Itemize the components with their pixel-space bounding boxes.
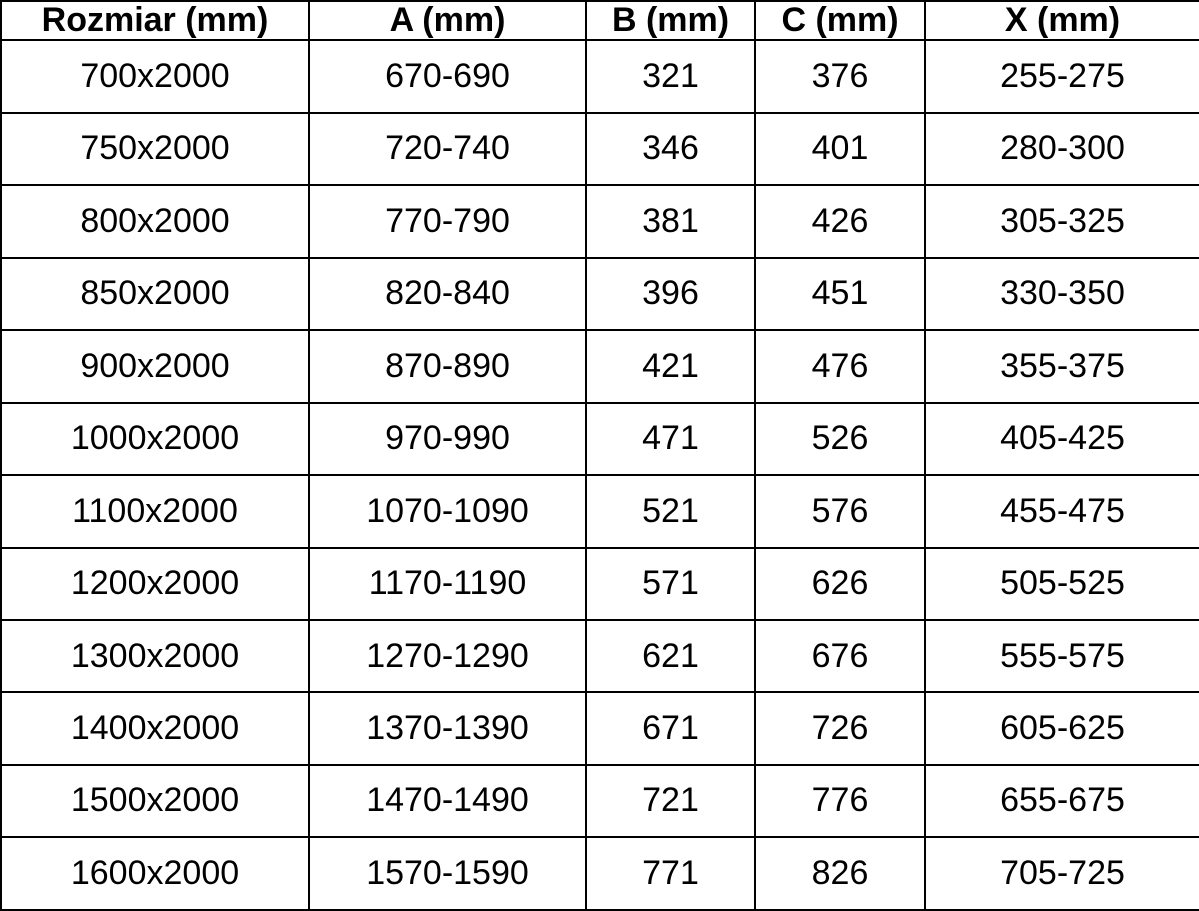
cell-b: 321: [586, 40, 755, 112]
cell-rozmiar: 800x2000: [1, 185, 309, 257]
cell-b: 471: [586, 403, 755, 475]
cell-x: 705-725: [925, 837, 1199, 910]
cell-b: 421: [586, 330, 755, 402]
cell-c: 376: [755, 40, 925, 112]
cell-c: 526: [755, 403, 925, 475]
cell-b: 721: [586, 765, 755, 837]
column-header-b: B (mm): [586, 1, 755, 40]
cell-b: 396: [586, 258, 755, 330]
cell-b: 346: [586, 113, 755, 185]
table-row: [1, 258, 1199, 330]
cell-x: 255-275: [925, 40, 1199, 112]
cell-x: 655-675: [925, 765, 1199, 837]
cell-a: 720-740: [309, 113, 586, 185]
cell-a: 770-790: [309, 185, 586, 257]
table-row: [1, 620, 1199, 692]
cell-c: 776: [755, 765, 925, 837]
cell-rozmiar: 1500x2000: [1, 765, 309, 837]
cell-b: 381: [586, 185, 755, 257]
table-row: [1, 692, 1199, 764]
cell-a: 1570-1590: [309, 837, 586, 910]
cell-a: 970-990: [309, 403, 586, 475]
cell-b: 571: [586, 548, 755, 620]
cell-c: 626: [755, 548, 925, 620]
cell-b: 621: [586, 620, 755, 692]
cell-c: 401: [755, 113, 925, 185]
cell-a: 1370-1390: [309, 692, 586, 764]
cell-rozmiar: 1200x2000: [1, 548, 309, 620]
cell-x: 330-350: [925, 258, 1199, 330]
cell-rozmiar: 900x2000: [1, 330, 309, 402]
cell-c: 426: [755, 185, 925, 257]
table-row: [1, 765, 1199, 837]
table-row: [1, 548, 1199, 620]
cell-x: 605-625: [925, 692, 1199, 764]
cell-rozmiar: 850x2000: [1, 258, 309, 330]
column-header-a: A (mm): [309, 1, 586, 40]
cell-c: 726: [755, 692, 925, 764]
cell-x: 455-475: [925, 475, 1199, 547]
cell-a: 870-890: [309, 330, 586, 402]
column-header-rozmiar: Rozmiar (mm): [1, 1, 309, 40]
column-header-c: C (mm): [755, 1, 925, 40]
cell-c: 476: [755, 330, 925, 402]
cell-a: 1070-1090: [309, 475, 586, 547]
cell-a: 1270-1290: [309, 620, 586, 692]
cell-x: 505-525: [925, 548, 1199, 620]
cell-b: 771: [586, 837, 755, 910]
cell-x: 405-425: [925, 403, 1199, 475]
cell-a: 1170-1190: [309, 548, 586, 620]
table-row: [1, 113, 1199, 185]
cell-b: 671: [586, 692, 755, 764]
cell-rozmiar: 1100x2000: [1, 475, 309, 547]
cell-a: 1470-1490: [309, 765, 586, 837]
table-row: [1, 475, 1199, 547]
cell-rozmiar: 1600x2000: [1, 837, 309, 910]
table-row: [1, 330, 1199, 402]
table-row: [1, 403, 1199, 475]
cell-a: 820-840: [309, 258, 586, 330]
cell-rozmiar: 1400x2000: [1, 692, 309, 764]
cell-rozmiar: 1000x2000: [1, 403, 309, 475]
cell-c: 576: [755, 475, 925, 547]
cell-x: 280-300: [925, 113, 1199, 185]
table-row: [1, 837, 1199, 910]
table-row: [1, 40, 1199, 112]
cell-rozmiar: 700x2000: [1, 40, 309, 112]
cell-c: 826: [755, 837, 925, 910]
cell-rozmiar: 750x2000: [1, 113, 309, 185]
cell-c: 451: [755, 258, 925, 330]
column-header-x: X (mm): [925, 1, 1199, 40]
table-row: [1, 185, 1199, 257]
cell-x: 555-575: [925, 620, 1199, 692]
cell-x: 355-375: [925, 330, 1199, 402]
cell-x: 305-325: [925, 185, 1199, 257]
header-row: [1, 1, 1199, 40]
cell-rozmiar: 1300x2000: [1, 620, 309, 692]
cell-b: 521: [586, 475, 755, 547]
cell-a: 670-690: [309, 40, 586, 112]
cell-c: 676: [755, 620, 925, 692]
